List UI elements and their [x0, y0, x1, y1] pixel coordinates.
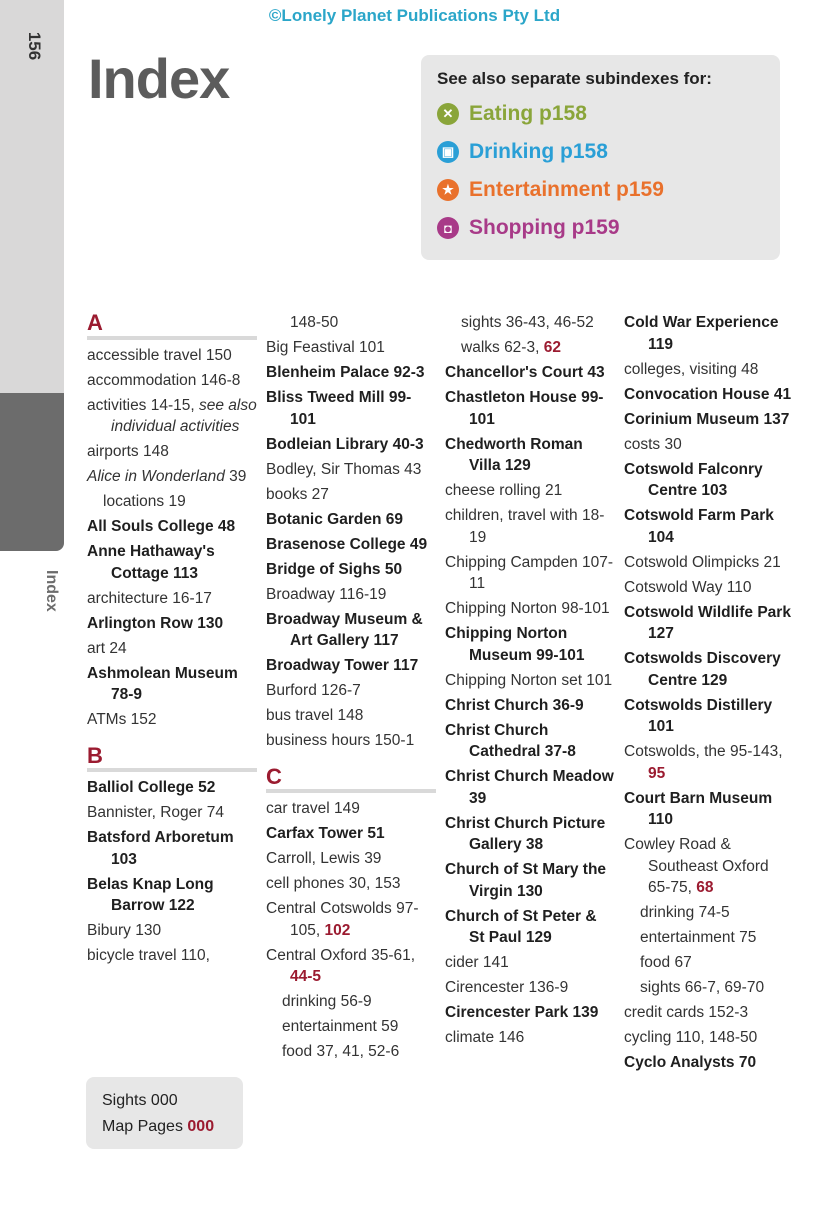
- index-subentry: sights 36-43, 46-52: [461, 314, 594, 331]
- index-entry: Cotswolds Discovery Centre 129: [624, 650, 781, 689]
- index-entry: ATMs 152: [87, 711, 157, 728]
- index-entry: accommodation 146-8: [87, 371, 241, 389]
- eating-icon: ✕: [437, 103, 459, 125]
- index-entry: Anne Hathaway's Cottage 113: [87, 543, 215, 582]
- copyright-text: ©Lonely Planet Publications Pty Ltd: [268, 6, 561, 25]
- index-subentry: entertainment 75: [640, 929, 757, 946]
- index-entry: Bannister, Roger 74: [87, 804, 225, 821]
- subindex-label: Eating p158: [469, 102, 587, 125]
- subindex-box: [421, 55, 780, 260]
- index-entry: Broadway Museum & Art Gallery 117: [266, 610, 423, 649]
- index-entry: bicycle travel 110,: [87, 947, 210, 964]
- index-entry: Cold War Experience 119: [624, 314, 779, 353]
- index-entry: Chipping Norton 98-101: [445, 600, 610, 617]
- index-entry: Blenheim Palace 92-3: [266, 364, 425, 381]
- index-entry: Chipping Campden 107-11: [445, 553, 614, 592]
- index-entry: architecture 16-17: [87, 589, 212, 607]
- index-entry: Botanic Garden 69: [266, 510, 403, 528]
- index-entry: Bridge of Sighs 50: [266, 560, 403, 578]
- entertainment-icon: ★: [437, 179, 459, 201]
- index-entry: Bibury 130: [87, 922, 162, 939]
- index-subentry: sights 66-7, 69-70: [640, 979, 765, 996]
- index-entry: Christ Church Cathedral 37-8: [445, 721, 576, 760]
- index-entry: Broadway 116-19: [266, 585, 387, 603]
- index-column-4: [624, 312, 794, 1077]
- index-entry: Chancellor's Court 43: [445, 364, 605, 381]
- legend-sights: Sights 000: [102, 1092, 178, 1109]
- index-entry: cider 141: [445, 954, 509, 971]
- index-entry: Convocation House 41: [624, 385, 792, 403]
- index-subentry: drinking 74-5: [640, 904, 730, 921]
- copyright-notice: [0, 6, 835, 26]
- index-entry: Cotswolds, the 95-143, 95: [624, 743, 783, 782]
- index-entry: Cotswold Wildlife Park 127: [624, 603, 791, 642]
- index-entry: Alice in Wonderland 39: [87, 468, 247, 485]
- page-number: 156: [25, 31, 44, 61]
- index-entry: All Souls College 48: [87, 518, 236, 535]
- index-entry: Court Barn Museum 110: [624, 789, 773, 828]
- index-column-2: [266, 312, 436, 1066]
- index-entry: Central Cotswolds 97-105, 102: [266, 900, 419, 939]
- legend-map-pages-label: Map Pages: [102, 1118, 188, 1135]
- index-entry: Chastleton House 99-101: [445, 389, 604, 428]
- index-letter-heading: B: [87, 745, 257, 773]
- index-column-3: [445, 312, 615, 1052]
- index-entry: Carroll, Lewis 39: [266, 850, 382, 867]
- index-entry: Bodley, Sir Thomas 43: [266, 460, 422, 478]
- legend-box: [86, 1077, 243, 1149]
- index-entry: Church of St Mary the Virgin 130: [445, 861, 607, 900]
- page-title: Index: [88, 47, 230, 110]
- index-entry: bus travel 148: [266, 707, 364, 724]
- index-entry: costs 30: [624, 435, 682, 453]
- index-letter-heading: A: [87, 312, 257, 340]
- index-entry: Cirencester 136-9: [445, 979, 569, 996]
- index-entry: Corinium Museum 137: [624, 410, 790, 428]
- index-subentry: walks 62-3, 62: [461, 339, 561, 356]
- index-entry: Cotswold Farm Park 104: [624, 507, 774, 546]
- index-entry: Big Feastival 101: [266, 339, 385, 356]
- subindex-link-drinking[interactable]: [437, 137, 608, 167]
- index-entry: Bodleian Library 40-3: [266, 435, 424, 453]
- index-entry: Balliol College 52: [87, 779, 216, 796]
- index-entry: airports 148: [87, 443, 169, 460]
- subindex-label: Drinking p158: [469, 140, 608, 163]
- index-entry: Belas Knap Long Barrow 122: [87, 875, 214, 914]
- index-entry: books 27: [266, 485, 329, 503]
- subindex-label: Entertainment p159: [469, 178, 664, 201]
- index-entry: Brasenose College 49: [266, 535, 428, 553]
- index-entry: Chedworth Roman Villa 129: [445, 435, 583, 474]
- index-entry: Chipping Norton set 101: [445, 671, 613, 689]
- index-subentry: drinking 56-9: [282, 993, 372, 1010]
- subindex-heading: See also separate subindexes for:: [437, 69, 712, 88]
- index-entry: children, travel with 18-19: [445, 507, 605, 546]
- index-entry: Batsford Arboretum 103: [87, 829, 234, 868]
- index-entry: Christ Church Meadow 39: [445, 768, 614, 807]
- index-entry: activities 14-15, see also individual activities: [87, 396, 257, 435]
- legend-map-pages: [102, 1118, 214, 1136]
- index-entry: Central Oxford 35-61, 44-5: [266, 946, 416, 985]
- index-subentry: entertainment 59: [282, 1018, 399, 1035]
- index-entry: colleges, visiting 48: [624, 360, 759, 378]
- index-entry: Cotswold Falconry Centre 103: [624, 460, 763, 499]
- index-entry: art 24: [87, 639, 127, 657]
- index-entry: Bliss Tweed Mill 99-101: [266, 389, 412, 428]
- index-entry: Arlington Row 130: [87, 614, 224, 632]
- index-entry: Burford 126-7: [266, 682, 361, 699]
- index-entry: Cotswold Way 110: [624, 578, 752, 596]
- index-entry: cheese rolling 21: [445, 482, 563, 499]
- subindex-link-eating[interactable]: [437, 99, 587, 129]
- subindex-link-shopping[interactable]: [437, 213, 620, 243]
- index-column-1: [87, 312, 257, 970]
- index-entry: Carfax Tower 51: [266, 825, 385, 842]
- page-tab-dark: [0, 393, 64, 551]
- index-entry: Christ Church Picture Gallery 38: [445, 814, 606, 853]
- subindex-link-entertainment[interactable]: [437, 175, 664, 205]
- index-entry: Cowley Road & Southeast Oxford 65-75, 68: [624, 836, 769, 896]
- index-entry: Broadway Tower 117: [266, 657, 419, 674]
- index-entry: Christ Church 36-9: [445, 696, 584, 714]
- side-section-label: Index: [43, 570, 60, 612]
- index-entry: car travel 149: [266, 800, 360, 817]
- index-entry: Cotswold Olimpicks 21: [624, 553, 781, 571]
- index-entry: cell phones 30, 153: [266, 875, 401, 892]
- index-entry: Cyclo Analysts 70: [624, 1054, 757, 1071]
- drinking-icon: ▣: [437, 141, 459, 163]
- index-entry: 148-50: [290, 314, 339, 331]
- index-letter-heading: C: [266, 766, 436, 794]
- index-entry: Chipping Norton Museum 99-101: [445, 625, 585, 664]
- index-subentry: food 37, 41, 52-6: [282, 1043, 400, 1060]
- index-entry: credit cards 152-3: [624, 1004, 749, 1021]
- index-entry: Cirencester Park 139: [445, 1004, 599, 1021]
- subindex-label: Shopping p159: [469, 216, 620, 239]
- index-entry: Church of St Peter & St Paul 129: [445, 907, 597, 946]
- index-entry: climate 146: [445, 1029, 525, 1046]
- index-entry: Ashmolean Museum 78-9: [87, 664, 238, 703]
- shopping-icon: ◘: [437, 217, 459, 239]
- index-entry: Cotswolds Distillery 101: [624, 696, 773, 735]
- legend-map-pages-value: 000: [187, 1118, 215, 1135]
- index-entry: business hours 150-1: [266, 732, 415, 749]
- index-subentry: food 67: [640, 954, 692, 971]
- index-subentry: locations 19: [103, 493, 186, 510]
- index-entry: cycling 110, 148-50: [624, 1029, 758, 1046]
- index-entry: accessible travel 150: [87, 346, 232, 364]
